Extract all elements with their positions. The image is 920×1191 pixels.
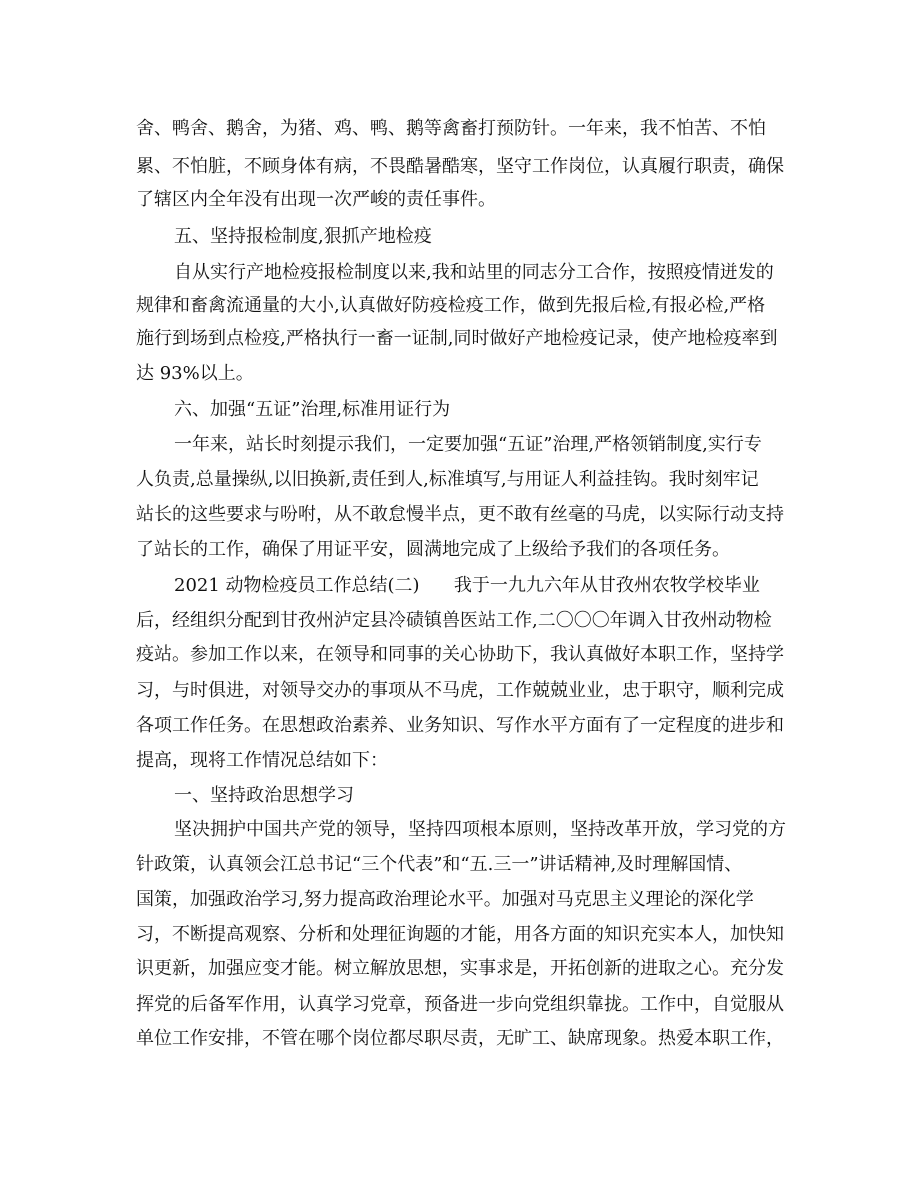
text-line: 达 93%以上。 xyxy=(136,363,254,384)
text-line: 挥党的后备军作用，认真学习党章，预备进一步向党组织靠拢。工作中，自觉服从 xyxy=(136,994,784,1015)
text-line: 疫站。参加工作以来，在领导和同事的关心协助下，我认真做好本职工作，坚持学 xyxy=(136,644,784,665)
text-line: 针政策，认真领会江总书记“三个代表”和“五.三一”讲话精神,及时理解国情、 xyxy=(136,854,743,875)
section-heading: 五、坚持报检制度,狠抓产地检疫 xyxy=(174,226,432,247)
text-line: 累、不怕脏，不顾身体有病，不畏酷暑酷寒，坚守工作岗位，认真履行职责，确保 xyxy=(136,156,784,177)
text-line: 舍、鸭舍、鹅舍，为猪、鸡、鸭、鹅等禽畜打预防针。一年来，我不怕苦、不怕 xyxy=(136,118,766,139)
text-line: 人负责,总量操纵,以旧换新,责任到人,标准填写,与用证人利益挂钩。我时刻牢记 xyxy=(136,469,759,490)
text-line: 单位工作安排，不管在哪个岗位都尽职尽责，无旷工、缺席现象。热爱本职工作， xyxy=(136,1028,784,1049)
text-line: 识更新，加强应变才能。树立解放思想，实事求是，开拓创新的进取之心。充分发 xyxy=(136,958,784,979)
text-line: 了站长的工作，确保了用证平安，圆满地完成了上级给予我们的各项任务。 xyxy=(136,539,730,560)
text-line: 施行到场到点检疫,严格执行一畜一证制,同时做好产地检疫记录，使产地检疫率到 xyxy=(136,328,778,349)
text-line: 规律和畜禽流通量的大小,认真做好防疫检疫工作，做到先报后检,有报必检,严格 xyxy=(136,295,766,316)
text-line: 后，经组织分配到甘孜州泸定县冷碛镇兽医站工作,二〇〇〇年调入甘孜州动物检 xyxy=(136,610,772,631)
text-line: 各项工作任务。在思想政治素养、业务知识、写作水平方面有了一定程度的进步和 xyxy=(136,715,784,736)
text-line: 了辖区内全年没有出现一次严峻的责任事件。 xyxy=(136,189,496,210)
text-line: 习，与时俱进，对领导交办的事项从不马虎，工作兢兢业业，忠于职守，顺利完成 xyxy=(136,680,784,701)
text-line: 2021 动物检疫员工作总结(二) 我于一九九六年从甘孜州农牧学校毕业 xyxy=(174,575,760,596)
text-line: 一年来，站长时刻提示我们，一定要加强“五证”治理,严格领销制度,实行专 xyxy=(174,434,762,455)
text-line: 国策，加强政治学习,努力提高政治理论水平。加强对马克思主义理论的深化学 xyxy=(136,889,754,910)
section-heading: 六、加强“五证”治理,标准用证行为 xyxy=(174,399,451,420)
text-line: 坚决拥护中国共产党的领导，坚持四项根本原则，坚持改革开放，学习党的方 xyxy=(174,819,786,840)
section-heading: 一、坚持政治思想学习 xyxy=(174,785,354,806)
text-line: 自从实行产地检疫报检制度以来,我和站里的同志分工合作，按照疫情迸发的 xyxy=(174,262,774,283)
text-line: 习，不断提高观察、分析和处理征询题的才能，用各方面的知识充实本人，加快知 xyxy=(136,924,784,945)
text-line: 站长的这些要求与吩咐，从不敢怠慢半点，更不敢有丝毫的马虎，以实际行动支持 xyxy=(136,504,784,525)
text-line: 提高，现将工作情况总结如下： xyxy=(136,750,388,771)
